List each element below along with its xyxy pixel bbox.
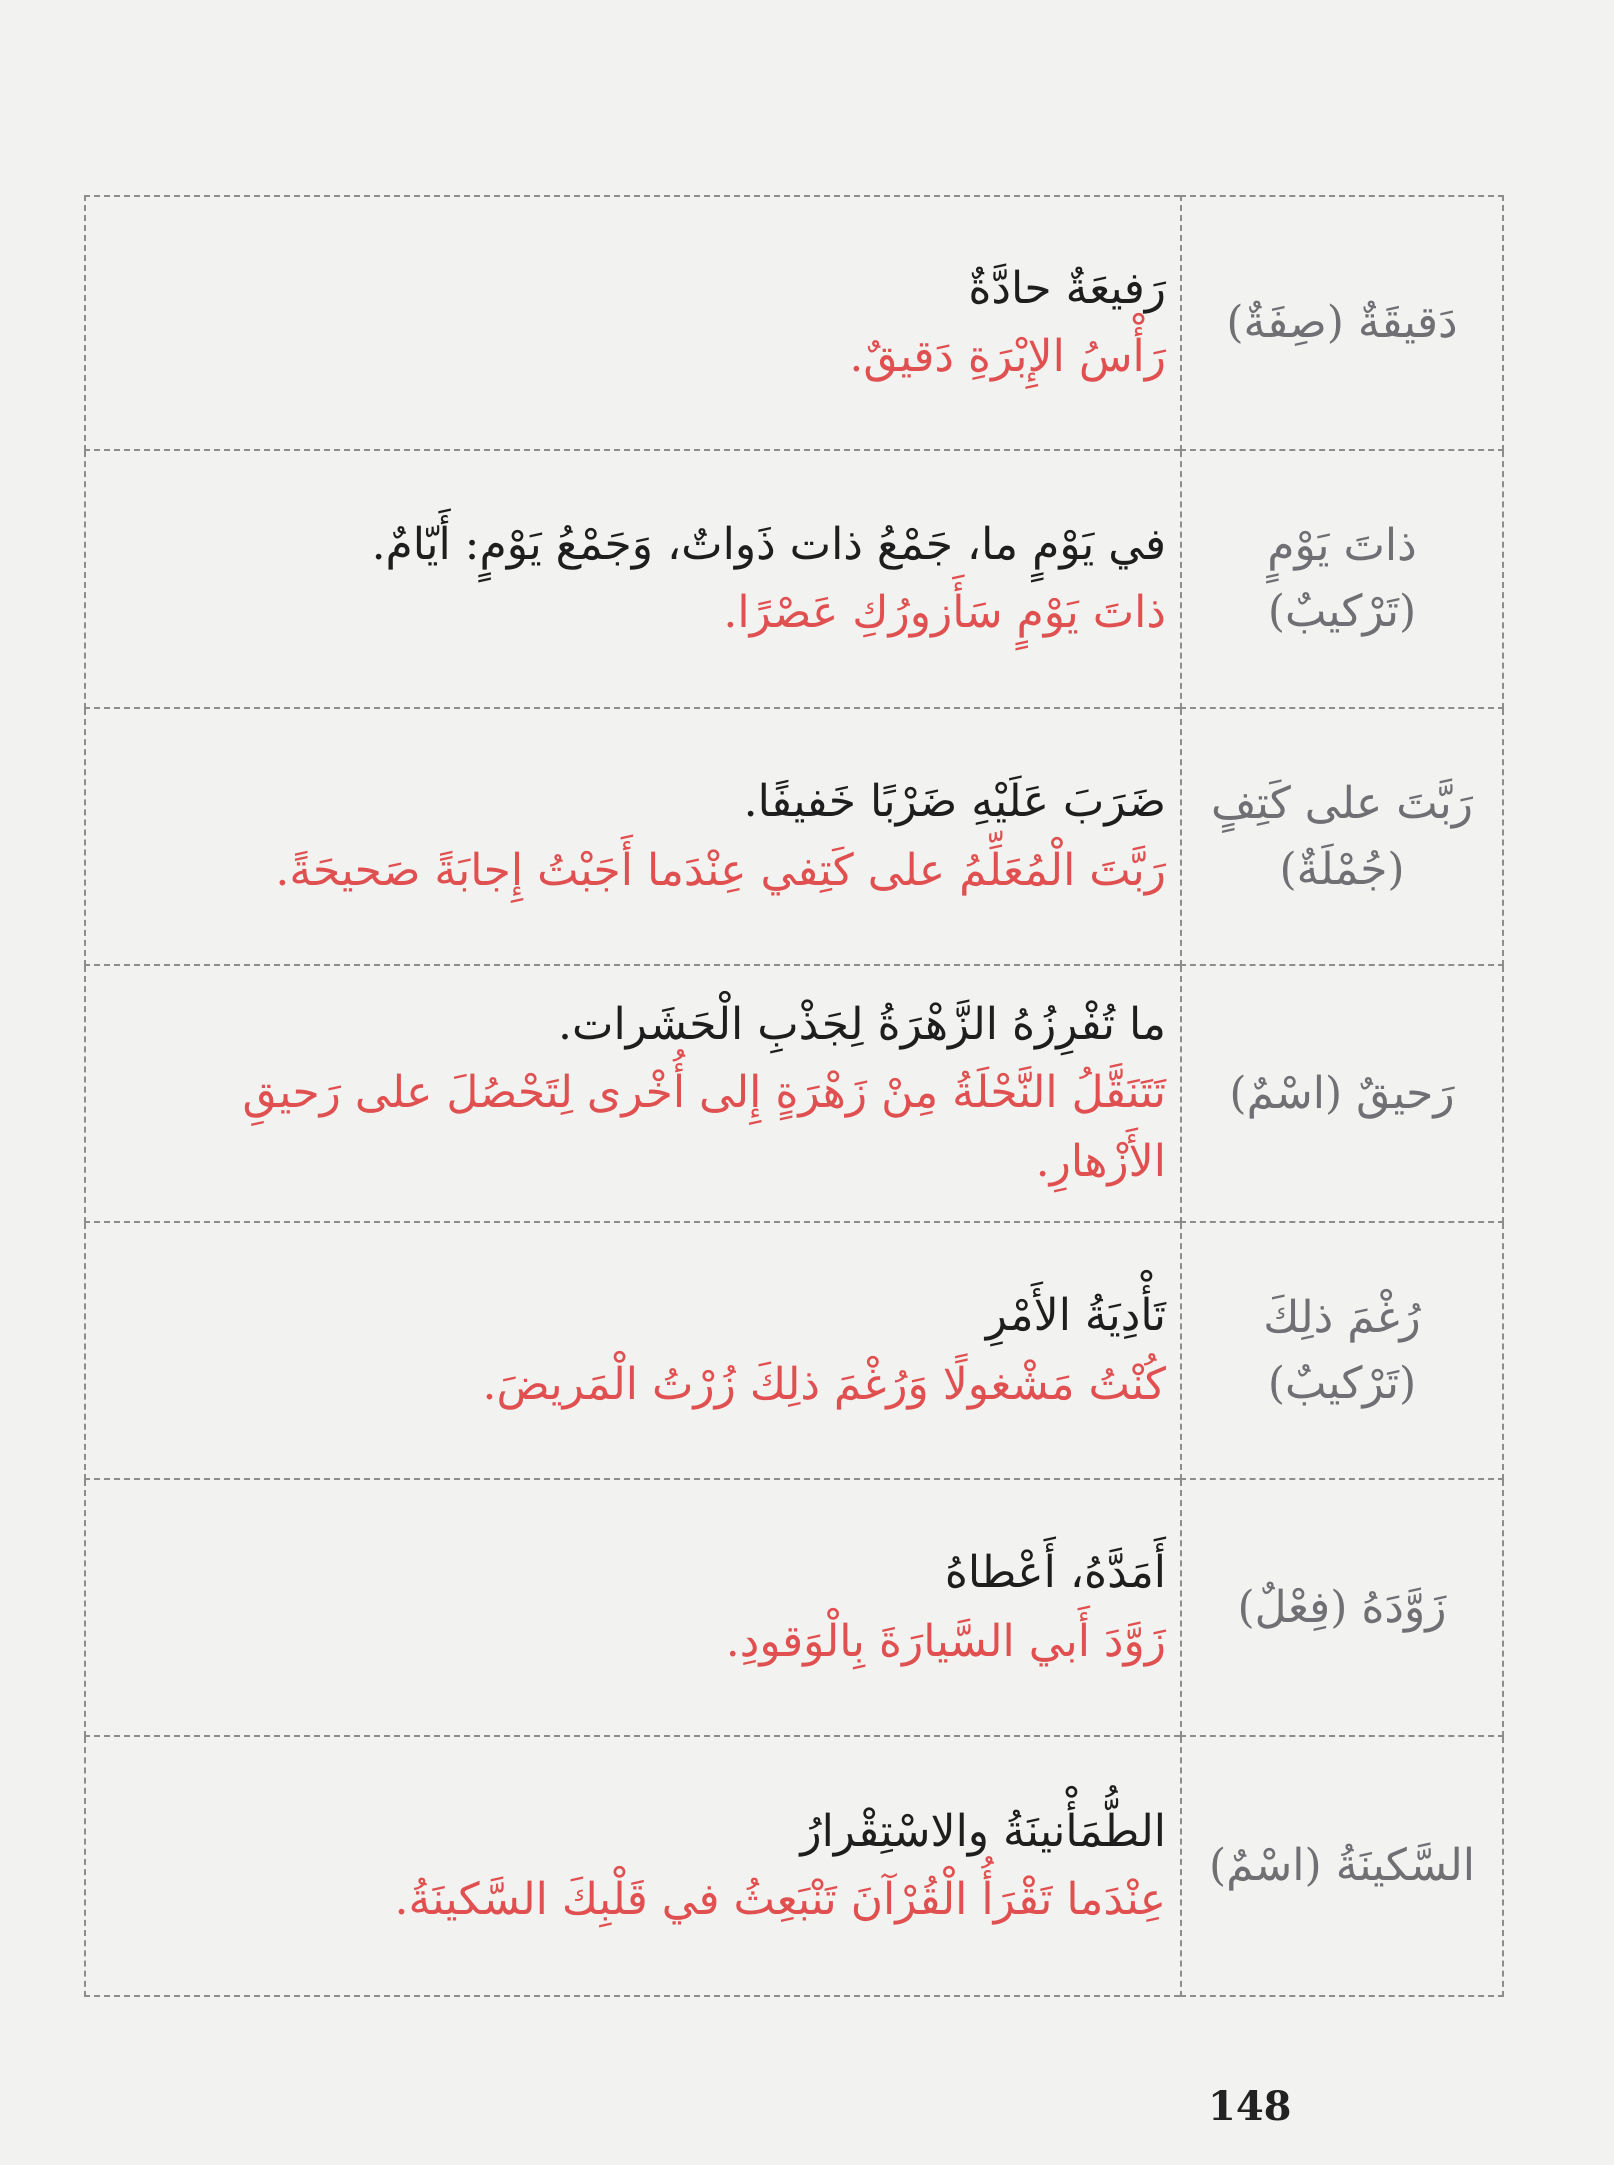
- vocab-pos: (جُمْلَةٌ): [1279, 843, 1405, 895]
- term-cell: [1181, 196, 1503, 450]
- vocab-meaning: ضَرَبَ عَلَيْهِ ضَرْبًا خَفيفًا.: [743, 776, 1166, 828]
- vocab-pos: (تَرْكيبٌ): [1267, 1357, 1417, 1409]
- vocab-term: دَقيقَةٌ (صِفَةٌ): [1226, 297, 1458, 348]
- vocab-meaning: رَفيعَةٌ حادَّةٌ: [968, 262, 1166, 314]
- vocab-pos: (تَرْكيبٌ): [1267, 586, 1417, 637]
- vocab-term: ذاتَ يَوْمٍ: [1267, 520, 1417, 571]
- term-cell: [1181, 1479, 1503, 1736]
- vocab-row: [85, 1222, 1503, 1479]
- vocab-term: السَّكينَةُ (اسْمٌ): [1208, 1840, 1476, 1891]
- page-number: 148: [1208, 2083, 1292, 2130]
- definition-cell: [85, 708, 1181, 965]
- term-cell: [1181, 450, 1503, 708]
- vocab-term: رُغْمَ ذلِكَ: [1263, 1291, 1421, 1343]
- vocab-row: [85, 196, 1503, 450]
- vocab-row: [85, 1479, 1503, 1736]
- vocab-meaning: ما تُفْرِزُهُ الزَّهْرَةُ لِجَذْبِ الْحَشَرات.: [558, 999, 1166, 1051]
- term-cell: [1181, 965, 1503, 1222]
- vocab-example: ذاتَ يَوْمٍ سَأَزورُكِ عَصْرًا.: [723, 587, 1166, 638]
- vocab-example: تَتَنَقَّلُ النَّحْلَةُ مِنْ زَهْرَةٍ إِلى أُخْرى لِتَحْصُلَ على رَحيقِ الأَزْهارِ.: [242, 1067, 1166, 1187]
- vocab-meaning: في يَوْمٍ ما، جَمْعُ ذات ذَواتٌ، وَجَمْعُ يَوْمٍ: أَيّامٌ.: [371, 518, 1166, 570]
- vocab-term: رَحيقٌ (اسْمٌ): [1229, 1067, 1455, 1119]
- definition-cell: [85, 1736, 1181, 1996]
- vocab-example: كُنْتُ مَشْغولًا وَرُغْمَ ذلِكَ زُرْتُ الْمَريضَ.: [482, 1358, 1166, 1410]
- vocab-example: رَبَّتَ الْمُعَلِّمُ على كَتِفي عِنْدَما أَجَبْتُ إِجابَةً صَحيحَةً.: [275, 844, 1166, 896]
- term-cell: [1181, 708, 1503, 965]
- vocab-meaning: تَأْدِيَةُ الأَمْرِ: [985, 1290, 1166, 1342]
- vocab-row: [85, 708, 1503, 965]
- definition-cell: [85, 1479, 1181, 1736]
- vocab-row: [85, 450, 1503, 708]
- vocab-meaning: الطُّمَأْنينَةُ والاسْتِقْرارُ: [800, 1805, 1166, 1857]
- vocabulary-table: [84, 195, 1504, 1997]
- vocab-example: عِنْدَما تَقْرَأُ الْقُرْآنَ تَنْبَعِثُ في قَلْبِكَ السَّكينَةُ.: [394, 1874, 1166, 1925]
- definition-cell: [85, 1222, 1181, 1479]
- definition-cell: [85, 196, 1181, 450]
- vocab-term: رَبَّتَ على كَتِفٍ: [1211, 777, 1473, 829]
- vocab-row: [85, 1736, 1503, 1996]
- definition-cell: [85, 450, 1181, 708]
- vocab-meaning: أَمَدَّهُ، أَعْطاهُ: [944, 1547, 1166, 1599]
- term-cell: [1181, 1222, 1503, 1479]
- definition-cell: [85, 965, 1181, 1222]
- term-cell: [1181, 1736, 1503, 1996]
- vocab-term: زَوَّدَهُ (فِعْلٌ): [1237, 1581, 1447, 1633]
- vocab-example: زَوَّدَ أَبي السَّيارَةَ بِالْوَقودِ.: [725, 1615, 1166, 1667]
- vocab-example: رَأْسُ الإِبْرَةِ دَقيقٌ.: [849, 331, 1166, 382]
- vocab-row: [85, 965, 1503, 1222]
